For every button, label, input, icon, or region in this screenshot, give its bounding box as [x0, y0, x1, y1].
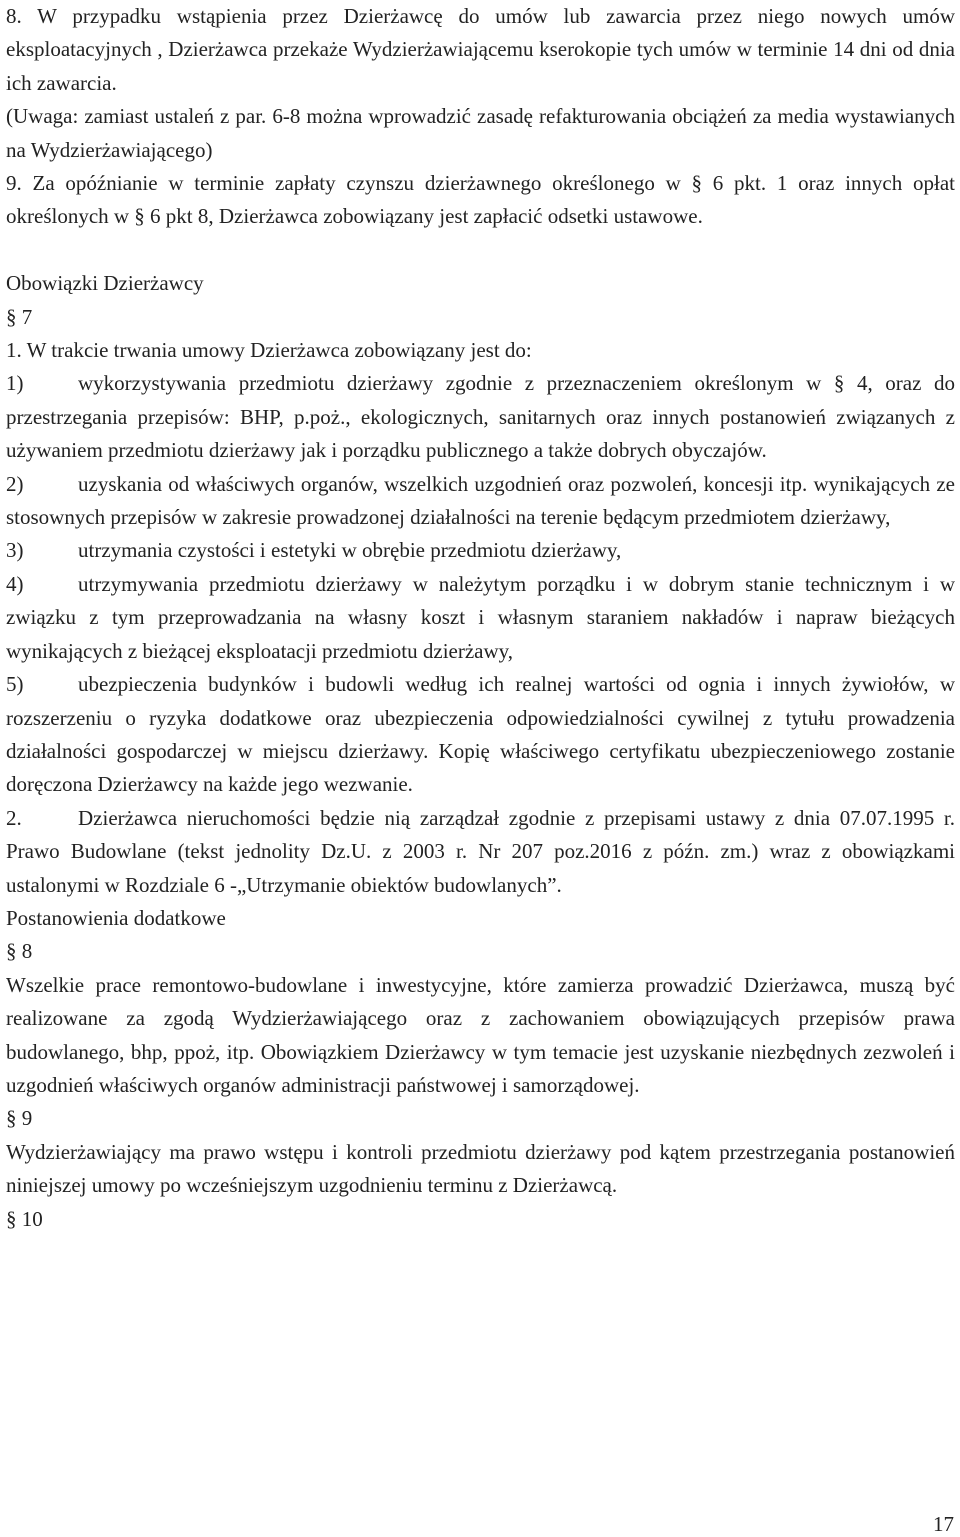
section-7-item-3: [6, 534, 955, 567]
section-7-item-2: [6, 468, 955, 535]
spacer: [6, 234, 955, 267]
item-number: 3): [6, 538, 24, 563]
section-7-point-2: [6, 802, 955, 902]
item-text: uzyskania od właściwych organów, wszelkich uzgodnień oraz pozwoleń, koncesji itp. wynikających ze stosownych przepisów w zakresie prowadzonej działalności na terenie będącym przedmiotem dzierżawy,: [6, 471, 955, 530]
item-text: utrzymywania przedmiotu dzierżawy w należytym porządku i w dobrym stanie technicznym i w związku z tym przeprowadzania na własny koszt i własnym staraniem nakładów i napraw bieżących wynikających z bieżącej eksploatacji przedmiotu dzierżawy,: [6, 571, 955, 663]
section-7-item-5: [6, 668, 955, 802]
item-number: 5): [6, 672, 24, 697]
item-number: 1): [6, 371, 24, 396]
heading-additional: Postanowienia dodatkowe: [6, 905, 226, 930]
document-body: [6, 0, 955, 1236]
item-text: Dzierżawca nieruchomości będzie nią zarządzał zgodnie z przepisami ustawy z dnia 07.07.1995 r. Prawo Budowlane (tekst jednolity Dz.U. z 2003 r. Nr 207 poz.2016 z późn. zm.) wraz z obowiązkami ustalonymi w Rozdziale 6 -„Utrzymanie obiektów budowlanych”.: [6, 805, 955, 897]
item-number: 4): [6, 571, 24, 596]
paragraph-9: 9. Za opóźnianie w terminie zapłaty czynszu dzierżawnego określonego w § 6 pkt. 1 oraz innych opłat określonych w § 6 pkt 8, Dzierżawca zobowiązany jest zapłacić odsetki ustawowe.: [6, 171, 955, 229]
item-text: utrzymania czystości i estetyki w obrębie przedmiotu dzierżawy,: [78, 538, 622, 563]
item-text: ubezpieczenia budynków i budowli według ich realnej wartości od ognia i innych żywiołów, w rozszerzeniu o ryzyka dodatkowe oraz ubezpieczenia odpowiedzialności cywilnej z tytułu prowadzenia działalności gospodarczej w miejscu dzierżawy. Kopię właściwego certyfikatu ubezpieczeniowego zostanie doręczona Dzierżawcy na każde jego wezwanie.: [6, 672, 955, 797]
note: (Uwaga: zamiast ustaleń z par. 6-8 można wprowadzić zasadę refakturowania obciążeń za media wystawianych na Wydzierżawiającego): [6, 104, 955, 162]
section-7-item-1: [6, 367, 955, 467]
item-text: wykorzystywania przedmiotu dzierżawy zgodnie z przeznaczeniem określonym w § 4, oraz do przestrzegania przepisów: BHP, p.poż., ekologicznych, sanitarnych oraz innych postanowień związanych z używaniem przedmiotu dzierżawy jak i porządku publicznego a także dobrych obyczajów.: [6, 371, 955, 463]
section-7-point-1: 1. W trakcie trwania umowy Dzierżawca zobowiązany jest do:: [6, 338, 532, 363]
page-number: 17: [933, 1512, 954, 1536]
item-number: 2): [6, 471, 24, 496]
section-10-mark: § 10: [6, 1206, 43, 1231]
item-number: 2.: [6, 805, 22, 830]
paragraph-8: 8. W przypadku wstąpienia przez Dzierżawcę do umów lub zawarcia przez niego nowych umów eksploatacyjnych , Dzierżawca przekaże Wydzierżawiającemu kserokopie tych umów w terminie 14 dni od dnia ich zawarcia.: [6, 4, 955, 95]
section-7-mark: § 7: [6, 304, 33, 329]
section-9-mark: § 9: [6, 1106, 33, 1131]
section-9-text: Wydzierżawiający ma prawo wstępu i kontroli przedmiotu dzierżawy pod kątem przestrzegania postanowień niniejszej umowy po wcześniejszym uzgodnieniu terminu z Dzierżawcą.: [6, 1139, 955, 1198]
section-8-text: Wszelkie prace remontowo-budowlane i inwestycyjne, które zamierza prowadzić Dzierżawca, muszą być realizowane za zgodą Wydzierżawiającego oraz z zachowaniem obowiązujących przepisów prawa budowlanego, bhp, ppoż, itp. Obowiązkiem Dzierżawcy w tym temacie jest uzyskanie niezbędnych zezwoleń i uzgodnień właściwych organów administracji państwowej i samorządowej.: [6, 972, 955, 1097]
section-7-item-4: [6, 568, 955, 668]
heading-obligations: Obowiązki Dzierżawcy: [6, 271, 204, 296]
section-8-mark: § 8: [6, 939, 33, 964]
